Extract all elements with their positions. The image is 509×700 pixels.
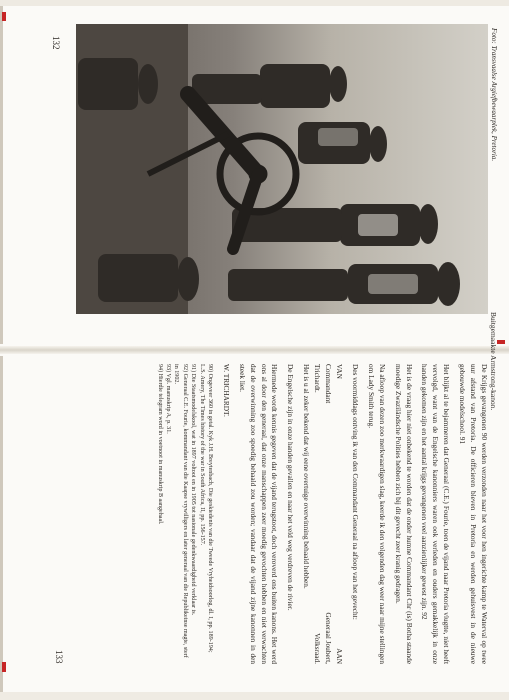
paragraph: De Krijgs gevangenen 90 werden verzonden naar het voor hen ingerichte kamp te Waterval op twee uur afstand van Pretoria. De officieren bleven in Pretoria en werden gehuisvest in de nieuwe gebouwde modelschool. 91 [458,364,489,664]
telegram-text: Hiermede wordt kennis gegeven dat de vijand terugstoot, doch veroverd ons buiten kanons. Het werd ons al door den generaal, dat onze manschappen zeer moedig gevochten hebben en niet verwachten dat de overwinning zoo spoedig behaald zou worden; vandaar dat de vijand zijne kanonnen in den steek liet. [237,364,280,664]
telegram-from: VAN Commandant Trichardt. [313,364,345,404]
book-gutter-fold [0,346,509,354]
page-133-text [155,364,489,664]
photo-caption: Buitgemaakte Armstrong-kanon. [489,312,498,411]
telegram-address [311,364,344,664]
telegram-text: Het is u al zeker bekend dat wij eene overtuige overwinning behaald hebben. [302,364,312,589]
red-scan-marker-top [2,12,6,21]
red-scan-marker-right [497,340,505,344]
footnote: 94) Hierdie telegram word in voetnoot in manuskrip B aangehaal. [156,364,163,525]
footnote: 92) Generaal C.E. Fourie, kommandant van die Kaapse vrywilligers en later generaal van die Republikeinse magte, sterf in 1902. [173,364,188,658]
page-top-edge [0,0,509,6]
telegram-to: AAN Generaal Joubert, Volksraad. [313,612,345,664]
telegram-text: De Engelsche zijn in onze handen gevallen en naar het veld weg verdreven de rivier. [286,364,296,611]
footnotes [155,364,214,664]
paragraph: Na afloop van dezen zoo merkwaardigen slag, keerde ik den volgenden dag weer naar mijne stellingen om Lady Smith terug. [366,364,387,664]
photo-armstrong-cannon [76,24,488,314]
footnote: 93) Vgl. manuskrip A, p. 31. [164,364,171,434]
paragraph: Het is de vraag hier niet onbekend te worden dat de onder humne Commandant Chr (is) Botha staande moedige Zwaziländsche Polities hebben zich bij dit gevecht zeer kranig gedragen. [393,364,414,664]
telegram-signature: W. TRICHARDT. [221,364,231,417]
page-number-bottom: 133 [54,650,64,664]
photo-scene-drawing [76,24,488,314]
red-scan-marker-bottom [2,662,6,672]
paragraph: Het blijkt al te bejammeren dat Generaal (C.E.) Fourie, toen de vijand naar Pretoria vlugtte, niet heeft vervolgd, want van de Engelsche kanonniers waren ook verleden en ouders gemakkelijk in onze handen gekomen zijn en het aantal krijgs gevangenen veel aanzienlijker gewest zijn. 92 [420,364,452,664]
left-page-edge-lower [0,356,3,692]
footnote: 90) Ongeveer 360 in getal. Kyk J.H. Breytenbach, Die geskiedenis van die Tweede Vryheidsoorlog, dl. I, pp. 189-194; L.S. Amery, The Times history of the war in South Africa, II, pp. 156-157. [198,364,213,653]
page-bottom-edge [0,692,509,700]
photo-image [76,24,488,314]
footnote: 91) Die Staatsmodelskool, wat in 1897 voltooi en in 1905 tot nasionale gedenkwaardigheid verklaar is. [190,364,197,616]
page-number-top: 132 [51,36,61,50]
photo-credit: Foto: Transvaalse Argiefbewaarplek, Pretoria. [490,28,498,162]
paragraph: Des voormiddags ontving ik van den Commandant Generaal na afloop van het gevecht: [350,364,360,620]
left-page-edge [0,6,3,344]
